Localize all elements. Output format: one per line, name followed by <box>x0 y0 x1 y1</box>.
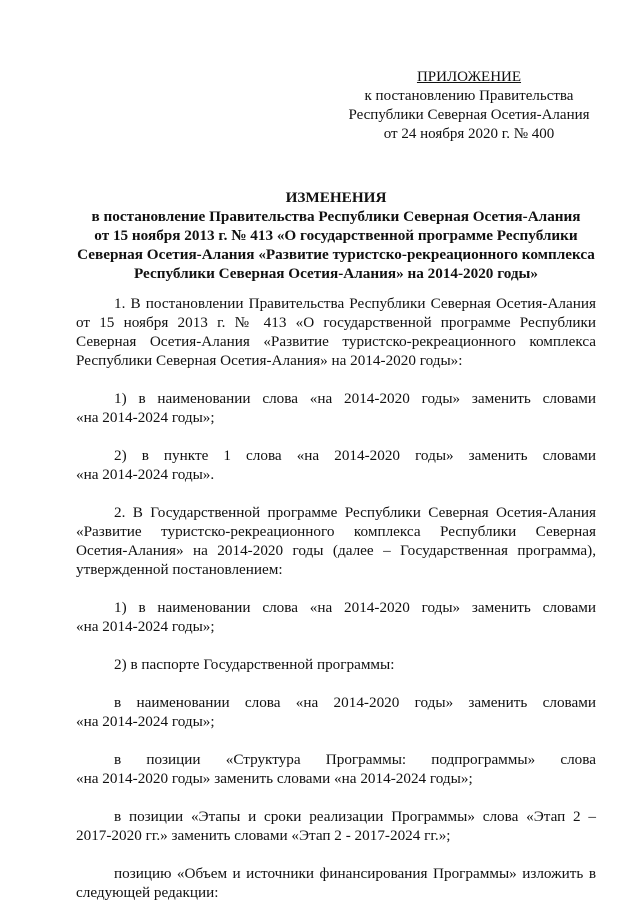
paragraph-line: от 15 ноября 2013 г. № 413 «О государственной программе Республики <box>76 314 596 331</box>
appendix-line: от 24 ноября 2020 г. № 400 <box>383 126 555 142</box>
paragraph-line: 1) в наименовании слова «на 2014-2020 годы» заменить словами <box>114 390 596 407</box>
paragraph-line: следующей редакции: <box>76 884 219 901</box>
paragraph-line: в позиции «Этапы и сроки реализации Программы» слова «Этап 2 – <box>114 808 596 825</box>
paragraph <box>76 294 596 370</box>
paragraph <box>76 655 596 674</box>
title-line: в постановление Правительства Республики Северная Осетия-Алания <box>91 208 581 225</box>
paragraph-line: «Развитие туристско-рекреационного комплекса Республики Северная <box>76 523 596 540</box>
title-line: от 15 ноября 2013 г. № 413 «О государственной программе Республики <box>94 227 578 244</box>
appendix-heading: ПРИЛОЖЕНИЕ <box>416 69 522 85</box>
paragraph <box>76 864 596 902</box>
paragraph-line: «на 2014-2020 годы» заменить словами «на 2014-2024 годы»; <box>76 770 473 787</box>
paragraph-line: «на 2014-2024 годы»; <box>76 618 215 635</box>
appendix-block <box>345 68 593 144</box>
paragraph-line: Северная Осетия-Алания «Развитие туристско-рекреационного комплекса <box>76 333 596 350</box>
paragraph-line: 2) в паспорте Государственной программы: <box>114 656 395 673</box>
title-heading: ИЗМЕНЕНИЯ <box>285 189 387 206</box>
paragraph <box>76 750 596 788</box>
paragraph <box>76 503 596 579</box>
paragraph-line: «на 2014-2024 годы»; <box>76 713 215 730</box>
paragraph <box>76 693 596 731</box>
paragraph <box>76 598 596 636</box>
paragraph-line: в позиции «Структура Программы: подпрограммы» слова <box>114 751 596 768</box>
appendix-line: к постановлению Правительства <box>364 88 574 104</box>
paragraph-line: позицию «Объем и источники финансирования Программы» изложить в <box>114 865 596 882</box>
paragraph-line: 1) в наименовании слова «на 2014-2020 годы» заменить словами <box>114 599 596 616</box>
paragraph-line: 1. В постановлении Правительства Республики Северная Осетия-Алания <box>114 295 596 312</box>
document-title <box>72 188 600 283</box>
paragraph-line: 2. В Государственной программе Республики Северная Осетия-Алания <box>114 504 596 521</box>
title-line: Республики Северная Осетия-Алания» на 2014-2020 годы» <box>133 265 539 282</box>
paragraph-line: «на 2014-2024 годы»; <box>76 409 215 426</box>
paragraph-line: в наименовании слова «на 2014-2020 годы» заменить словами <box>114 694 596 711</box>
paragraph-line: Республики Северная Осетия-Алания» на 2014-2020 годы»: <box>76 352 463 369</box>
paragraph-line: Осетия-Алания» на 2014-2020 годы (далее – Государственная программа), <box>76 542 596 559</box>
appendix-line: Республики Северная Осетия-Алания <box>348 107 590 123</box>
paragraph <box>76 446 596 484</box>
paragraph-line: 2) в пункте 1 слова «на 2014-2020 годы» заменить словами <box>114 447 596 464</box>
paragraph-line: утвержденной постановлением: <box>76 561 283 578</box>
document-body <box>76 294 596 921</box>
paragraph-line: «на 2014-2024 годы». <box>76 466 215 483</box>
paragraph <box>76 389 596 427</box>
paragraph <box>76 807 596 845</box>
title-line: Северная Осетия-Алания «Развитие туристско-рекреационного комплекса <box>77 246 595 263</box>
paragraph-line: 2017-2020 гг.» заменить словами «Этап 2 - 2017-2024 гг.»; <box>76 827 451 844</box>
